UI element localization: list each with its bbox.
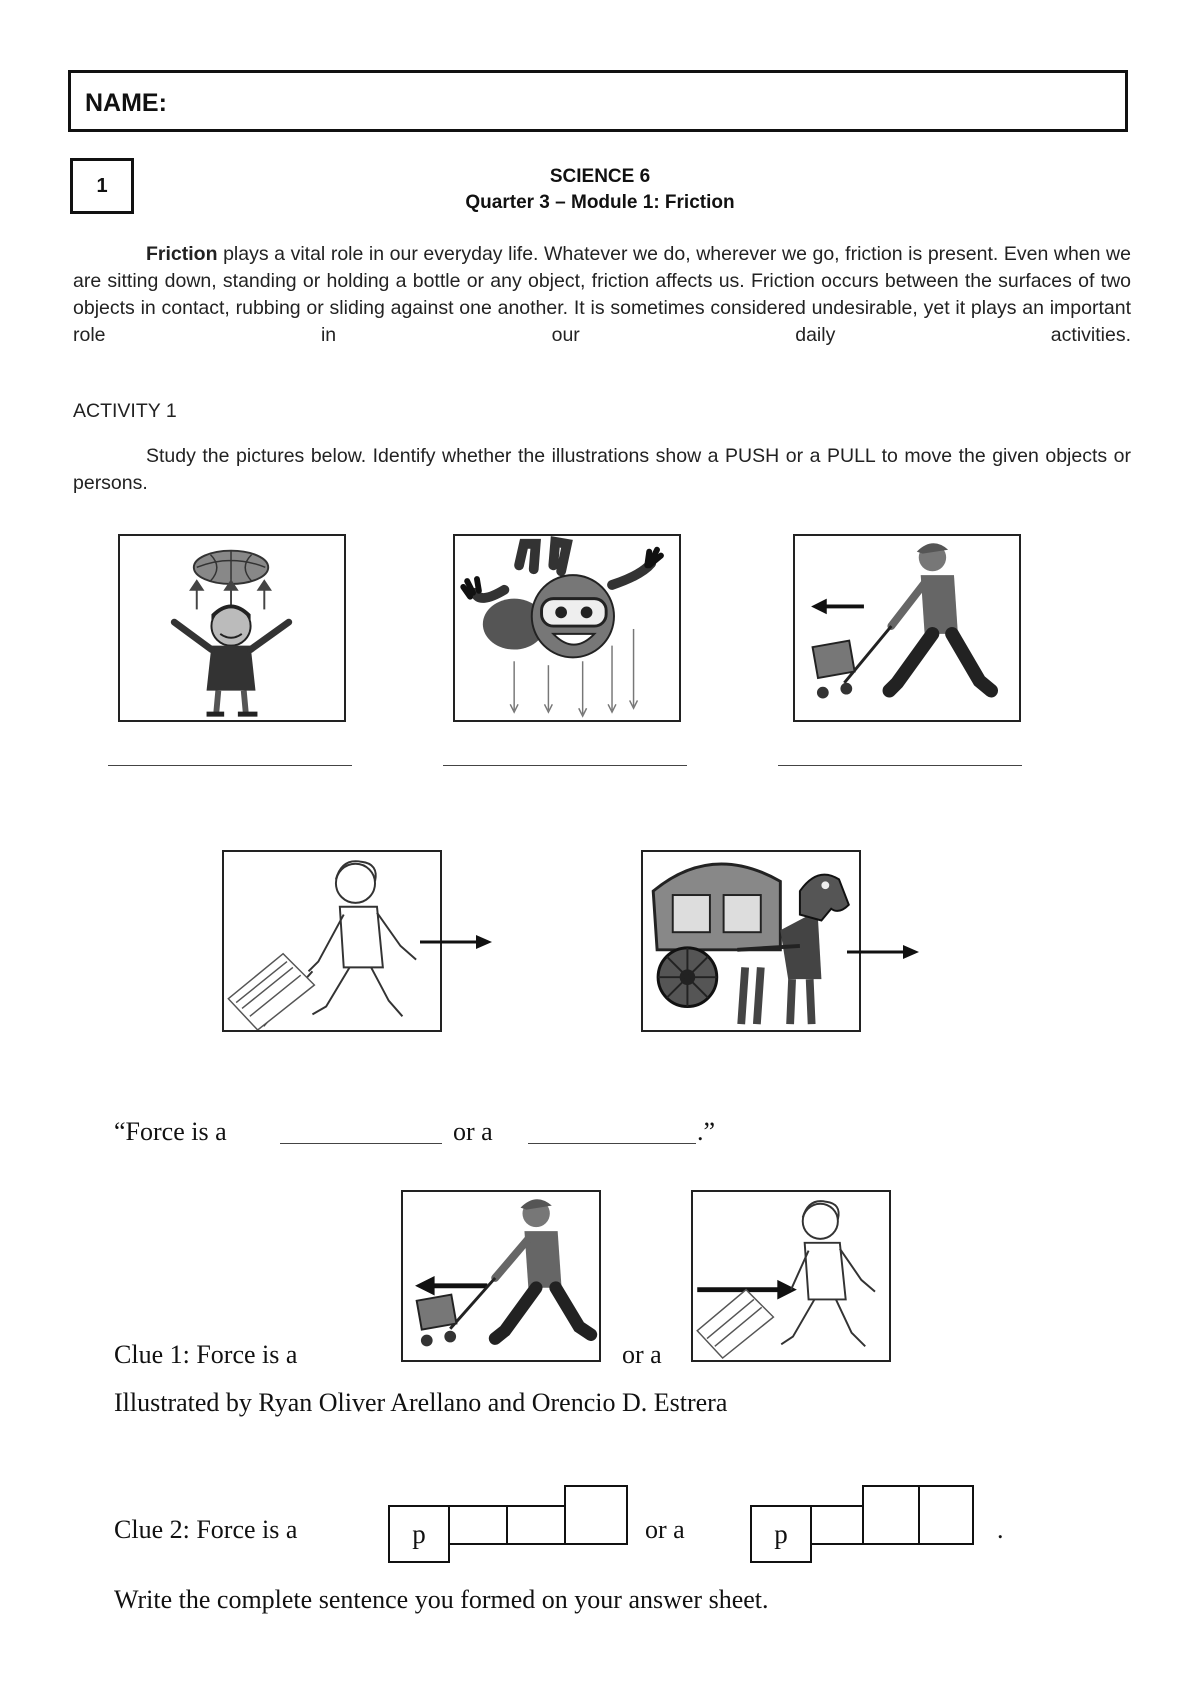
letter-box [750, 1505, 812, 1563]
force-blank-1[interactable] [280, 1143, 442, 1144]
answer-blank-2[interactable] [443, 765, 687, 766]
letter-box[interactable] [810, 1505, 864, 1545]
letter-box[interactable] [862, 1485, 920, 1545]
illustrator-credit: Illustrated by Ryan Oliver Arellano and Orencio D. Estrera [114, 1388, 728, 1417]
clue2-or-text: or a [645, 1515, 685, 1544]
activity-instruction: Study the pictures below. Identify whether the illustrations show a PUSH or a PULL to move the given objects or persons. [73, 445, 1131, 494]
boy-pulling-suitcase-icon [693, 1192, 889, 1360]
force-sentence-part3: .” [697, 1117, 716, 1146]
man-pushing-cart-icon [795, 536, 1019, 720]
clue2-period: . [997, 1515, 1004, 1544]
horse-pulling-carriage-icon [643, 852, 859, 1030]
activity-title: ACTIVITY 1 [73, 400, 177, 422]
name-field-box[interactable] [68, 70, 1128, 132]
force-blank-2[interactable] [528, 1143, 696, 1144]
closing-instruction: Write the complete sentence you formed on your answer sheet. [114, 1585, 769, 1614]
letter-boxes-pull [748, 1485, 974, 1563]
clue1-picture-pull [691, 1190, 891, 1362]
clue1-picture-push [401, 1190, 601, 1362]
picture-girl-ball [118, 534, 346, 722]
picture-skydiver [453, 534, 681, 722]
answer-blank-1[interactable] [108, 765, 352, 766]
boy-pulling-suitcase-icon [224, 852, 440, 1030]
letter-box [388, 1505, 450, 1563]
intro-paragraph [73, 241, 1131, 349]
intro-text: plays a vital role in our everyday life. Whatever we do, wherever we go, friction is present. Even when we are sitting down, standing or holding a bottle or any object, friction affects us. Friction occurs between the surfaces of two objects in contact, rubbing or sliding against one another. It is sometimes considered undesirable, yet it plays an important role in our daily activities. [73, 243, 1131, 346]
force-sentence-part2: or a [453, 1117, 493, 1146]
skydiver-falling-icon [455, 536, 679, 720]
name-label: NAME: [85, 89, 167, 117]
clue1-or-text: or a [622, 1340, 662, 1369]
picture-horse-carriage [641, 850, 861, 1032]
answer-blank-3[interactable] [778, 765, 1022, 766]
picture-boy-suitcase [222, 850, 442, 1032]
force-sentence-part1: “Force is a [114, 1117, 227, 1146]
man-pushing-cart-icon [403, 1192, 599, 1360]
letter-box[interactable] [448, 1505, 508, 1545]
pull-arrow-1 [420, 935, 492, 949]
letter-p: p [774, 1518, 788, 1549]
girl-pushing-ball-up-icon [120, 536, 344, 720]
letter-box[interactable] [918, 1485, 974, 1545]
clue2-label: Clue 2: Force is a [114, 1515, 298, 1544]
module-title: Quarter 3 – Module 1: Friction [465, 192, 735, 213]
letter-box[interactable] [506, 1505, 566, 1545]
subject-title: SCIENCE 6 [549, 166, 651, 187]
page-number: 1 [96, 174, 108, 197]
letter-boxes-push [385, 1485, 631, 1563]
letter-p: p [412, 1518, 426, 1549]
letter-box[interactable] [564, 1485, 628, 1545]
pull-arrow-2 [847, 945, 919, 959]
picture-man-cart [793, 534, 1021, 722]
clue1-label: Clue 1: Force is a [114, 1340, 298, 1369]
activity-instruction-block [73, 443, 1131, 497]
friction-term: Friction [146, 243, 218, 265]
